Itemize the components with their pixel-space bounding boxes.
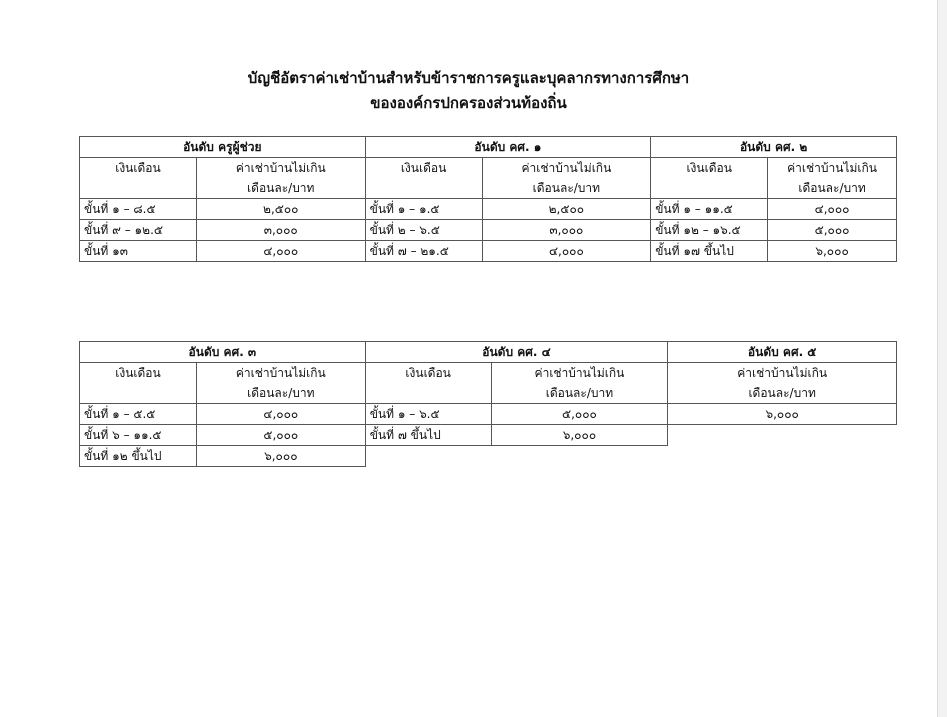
salary-step-cell: ขั้นที่ ๙ – ๑๒.๕: [80, 220, 197, 241]
salary-step-cell: ขั้นที่ ๑ – ๑๑.๕: [651, 199, 768, 220]
column-header-rent: [196, 158, 365, 199]
rent-header-line2: เดือนละ/บาท: [798, 181, 866, 195]
rent-value-cell: ๔,๐๐๐: [196, 404, 365, 425]
rent-value-cell: ๓,๐๐๐: [482, 220, 651, 241]
rent-value-cell: ๔,๐๐๐: [196, 241, 365, 262]
rent-value-cell: ๔,๐๐๐: [482, 241, 651, 262]
column-header-salary: เงินเดือน: [365, 158, 482, 199]
table-row: [80, 425, 897, 446]
group-header: อันดับ คศ. ๓: [80, 342, 366, 363]
column-header-rent: [482, 158, 651, 199]
empty-cell: [668, 425, 897, 446]
rent-value-cell: ๖,๐๐๐: [768, 241, 897, 262]
rent-value-cell: ๖,๐๐๐: [491, 425, 668, 446]
table-row: [80, 220, 897, 241]
rent-value-cell: ๕,๐๐๐: [768, 220, 897, 241]
salary-step-cell: ขั้นที่ ๑๒ – ๑๖.๕: [651, 220, 768, 241]
rent-value-cell: ๒,๕๐๐: [196, 199, 365, 220]
rent-header-line2: เดือนละ/บาท: [532, 181, 601, 195]
column-header-salary: เงินเดือน: [80, 158, 197, 199]
column-header-rent: [668, 363, 897, 404]
group-header: อันดับ ครูผู้ช่วย: [80, 137, 366, 158]
table-row: [80, 446, 897, 467]
column-header-rent: [768, 158, 897, 199]
rent-value-cell: ๔,๐๐๐: [768, 199, 897, 220]
salary-step-cell: ขั้นที่ ๒ – ๖.๕: [365, 220, 482, 241]
rent-header-line2: เดือนละ/บาท: [247, 386, 315, 400]
salary-step-cell: ขั้นที่ ๑ – ๘.๕: [80, 199, 197, 220]
rent-table-2: [79, 341, 897, 467]
salary-step-cell: ขั้นที่ ๑๒ ขึ้นไป: [80, 446, 197, 467]
salary-step-cell: ขั้นที่ ๑ – ๕.๕: [80, 404, 197, 425]
rent-header-line1: ค่าเช่าบ้านไม่เกิน: [534, 366, 625, 380]
salary-step-cell: ขั้นที่ ๑๗ ขึ้นไป: [651, 241, 768, 262]
salary-step-cell: ขั้นที่ ๗ – ๒๑.๕: [365, 241, 482, 262]
group-header: อันดับ คศ. ๕: [668, 342, 897, 363]
group-header: อันดับ คศ. ๒: [651, 137, 897, 158]
column-header-salary: เงินเดือน: [365, 363, 491, 404]
document-subtitle: ขององค์กรปกครองส่วนท้องถิ่น: [370, 94, 567, 112]
salary-step-cell: ขั้นที่ ๑ – ๑.๕: [365, 199, 482, 220]
rent-header-line2: เดือนละ/บาท: [247, 181, 315, 195]
rent-table-1: [79, 136, 897, 262]
rent-header-line1: ค่าเช่าบ้านไม่เกิน: [737, 366, 828, 380]
salary-step-cell: ขั้นที่ ๑๓: [80, 241, 197, 262]
salary-step-cell: ขั้นที่ ๖ – ๑๑.๕: [80, 425, 197, 446]
page-edge: [937, 0, 947, 717]
rent-header-line2: เดือนละ/บาท: [545, 386, 614, 400]
table-row: [80, 199, 897, 220]
rent-value-cell: ๖,๐๐๐: [196, 446, 365, 467]
rent-header-line1: ค่าเช่าบ้านไม่เกิน: [235, 161, 326, 175]
rent-value-cell: ๕,๐๐๐: [491, 404, 668, 425]
group-header: อันดับ คศ. ๔: [365, 342, 668, 363]
column-header-salary: เงินเดือน: [80, 363, 197, 404]
group-header: อันดับ คศ. ๑: [365, 137, 651, 158]
column-header-rent: [196, 363, 365, 404]
rent-header-line1: ค่าเช่าบ้านไม่เกิน: [521, 161, 612, 175]
empty-cell: [668, 446, 897, 467]
rent-value-cell: ๒,๕๐๐: [482, 199, 651, 220]
salary-step-cell: ขั้นที่ ๑ – ๖.๕: [365, 404, 491, 425]
rent-value-cell: ๓,๐๐๐: [196, 220, 365, 241]
table-row: [80, 241, 897, 262]
empty-cell: [491, 446, 668, 467]
column-header-salary: เงินเดือน: [651, 158, 768, 199]
rent-value-cell: ๕,๐๐๐: [196, 425, 365, 446]
rent-header-line1: ค่าเช่าบ้านไม่เกิน: [787, 161, 877, 175]
salary-step-cell: ขั้นที่ ๗ ขึ้นไป: [365, 425, 491, 446]
table-row: [80, 404, 897, 425]
rent-value-cell: ๖,๐๐๐: [668, 404, 897, 425]
column-header-rent: [491, 363, 668, 404]
document-title: บัญชีอัตราค่าเช่าบ้านสำหรับข้าราชการครูและบุคลากรทางการศึกษา: [247, 69, 690, 87]
empty-cell: [365, 446, 491, 467]
rent-header-line1: ค่าเช่าบ้านไม่เกิน: [235, 366, 326, 380]
rent-header-line2: เดือนละ/บาท: [748, 386, 816, 400]
